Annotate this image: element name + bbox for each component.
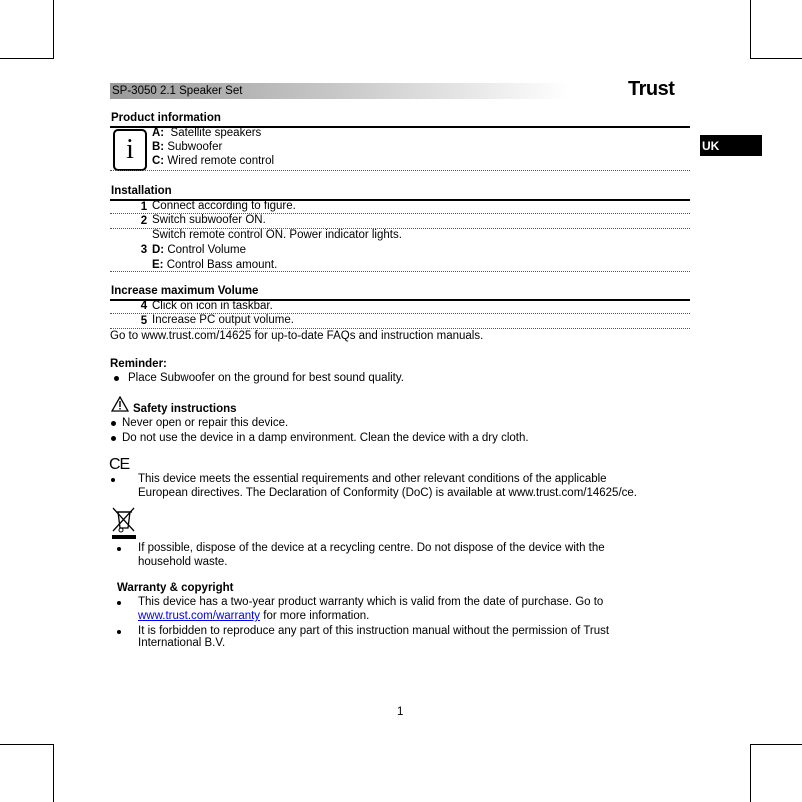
installation-heading: Installation [111,185,172,197]
trust-logo: Trust [628,78,675,100]
ce-text: This device meets the essential requirements and other relevant conditions of the applicable [138,473,607,485]
crop-mark [750,744,751,802]
info-icon: i [113,129,147,171]
reminder-item: Place Subwoofer on the ground for best sound quality. [128,372,404,384]
crop-mark [53,0,54,58]
warranty-link[interactable]: www.trust.com/warranty [138,610,261,622]
copyright-text: It is forbidden to reproduce any part of this instruction manual without the permission of Trust [138,625,610,637]
bullet [114,376,119,381]
page-number: 1 [397,706,404,718]
warranty-text: www.trust.com/warranty for more information. [138,610,370,622]
crop-mark [53,744,54,802]
product-item: B: Subwoofer [152,141,223,153]
safety-item: Never open or repair this device. [122,417,289,429]
ce-mark-icon: CE [109,456,130,473]
crop-mark [750,58,802,59]
bullet [111,421,116,426]
step-number: 3 [140,244,148,256]
crop-mark [0,58,54,59]
bullet [111,436,116,441]
bullet [117,547,121,551]
faq-text: Go to www.trust.com/14625 for up-to-date FAQs and instruction manuals. [110,330,484,342]
divider [110,170,690,171]
step-text: Click on icon in taskbar. [152,300,273,312]
copyright-text: International B.V. [138,637,226,649]
language-tab: UK [700,135,762,156]
step-text: E: Control Bass amount. [152,259,278,271]
weee-text: household waste. [138,556,228,568]
step-text: D: Control Volume [152,244,246,256]
product-item: A: Satellite speakers [152,127,262,139]
step-text: Connect according to figure. [152,200,296,212]
step-number: 2 [140,215,148,227]
crop-mark [750,744,802,745]
step-number: 5 [140,315,148,327]
weee-bin-icon [111,506,137,540]
step-text: Increase PC output volume. [152,314,294,326]
step-text: Switch subwoofer ON. [152,214,266,226]
warning-icon [111,396,129,412]
crop-mark [750,0,751,58]
volume-heading: Increase maximum Volume [111,285,259,297]
bullet [111,478,115,482]
product-info-heading: Product information [111,112,221,124]
bullet [117,630,121,634]
divider [110,271,690,272]
reminder-heading: Reminder: [110,358,167,370]
document-title: SP-3050 2.1 Speaker Set [112,85,243,97]
crop-mark [0,744,54,745]
step-text: Switch remote control ON. Power indicator lights. [152,229,402,241]
step-number: 1 [140,201,148,213]
ce-text: European directives. The Declaration of Conformity (DoC) is available at www.trust.com/14625/ce. [138,487,637,499]
safety-item: Do not use the device in a damp environment. Clean the device with a dry cloth. [122,432,529,444]
warranty-text: This device has a two-year product warranty which is valid from the date of purchase. Go to [138,596,604,608]
safety-heading: Safety instructions [133,403,237,415]
step-number: 4 [140,300,148,312]
warranty-heading: Warranty & copyright [117,582,234,594]
weee-text: If possible, dispose of the device at a recycling centre. Do not dispose of the device with the [138,542,605,554]
bullet [117,601,121,605]
product-item: C: Wired remote control [152,155,275,167]
